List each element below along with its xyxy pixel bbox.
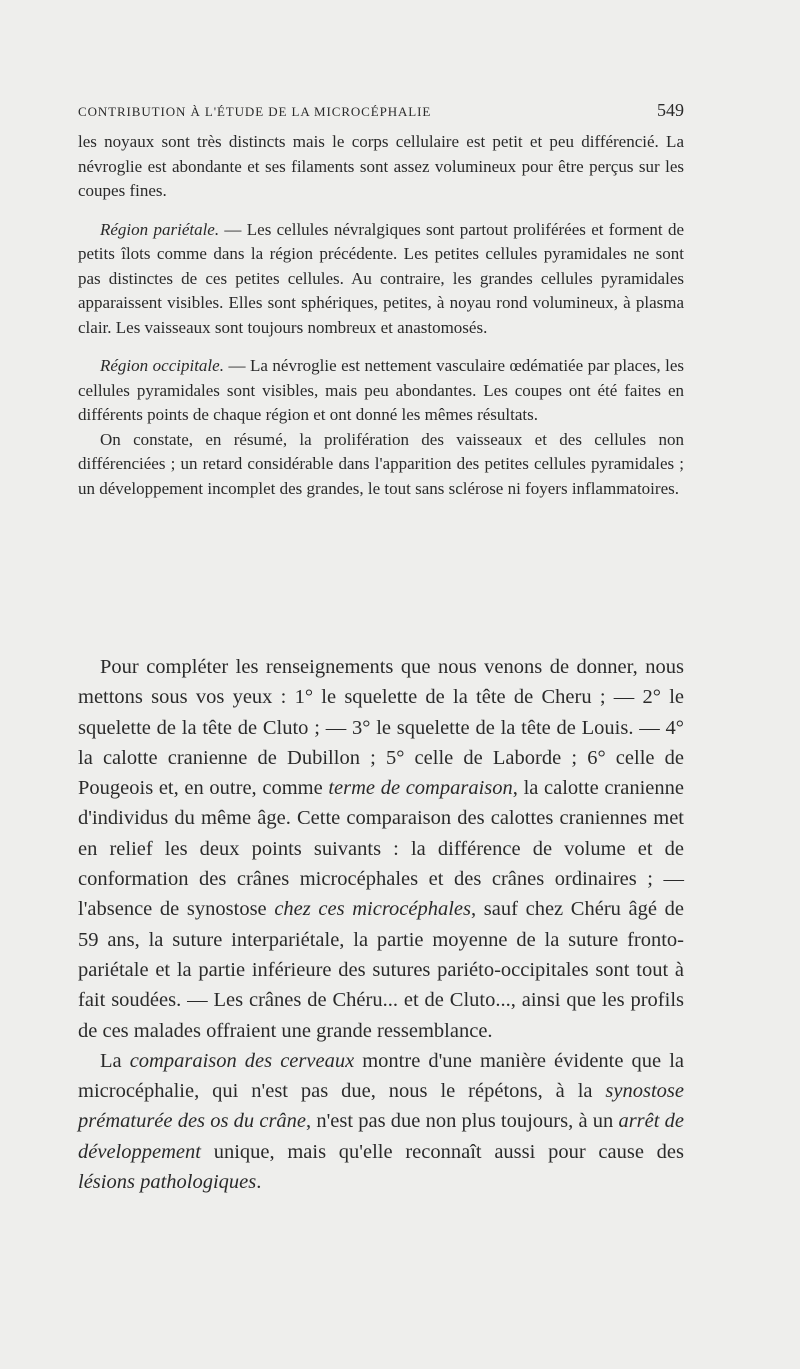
- paragraph-summary: On constate, en résumé, la prolifération des vaisseaux et des cellules non différenciées ; un retard considérable dans l'apparition des petites cellules pyramidales ; un développement incomplet des grandes, le tout sans sclérose ni foyers inflammatoires.: [78, 429, 684, 498]
- paragraph-parietal-region: Région pariétale. — Les cellules névralgiques sont partout proliférées et forment de petits îlots comme dans la région précédente. Les petites cellules pyramidales ne sont pas distinctes de ces petites cellules. Au contraire, les grandes cellules pyramidales apparaissent visibles. Elles sont sphériques, petites, à noyau rond volumineux, à plasma clair. Les vaisseaux sont toujours nombreux et anastomosés.: [78, 219, 684, 337]
- paragraph-brain-comparison: La comparaison des cerveaux montre d'une manière évidente que la microcéphalie, qui n'est pas due, nous le répétons, à la synostose prématurée des os du crâne, n'est pas due non plus toujours, à un arrêt de développement unique, mais qu'elle reconnaît aussi pour cause des lésions pathologiques.: [78, 1049, 685, 1194]
- section-heading-parietal: Région pariétale.: [100, 219, 220, 239]
- paragraph-skull-comparison: Pour compléter les renseignements que nous venons de donner, nous mettons sous vos yeux : 1° le squelette de la tête de Cheru ; — 2° le squelette de la tête de Cluto ; — 3° le squelette de la tête de Louis. — 4° la calotte cranienne de Dubillon ; 5° celle de Laborde ; 6° celle de Pougeois et, en outre, comme terme de comparaison, la calotte cranienne d'individus du même âge. Cette comparaison des calottes craniennes met en relief les deux points suivants : la différence de volume et de conformation des crânes microcéphales et des crânes ordinaires ; — l'absence de synostose chez ces microcéphales, sauf chez Chéru âgé de 59 ans, la suture interpariétale, la partie moyenne de la suture fronto-pariétale et la partie inférieure des sutures pariéto-occipitales sont tout à fait soudées. — Les crânes de Chéru... et de Cluto..., ainsi que les profils de ces malades offraient une grande ressemblance.: [78, 656, 685, 1042]
- paragraph-cell-description: les noyaux sont très distincts mais le corps cellulaire est petit et peu différencié. La névroglie est abondante et ses filaments sont assez volumineux pour être perçus sur les coupes fines.: [78, 132, 684, 200]
- running-title: CONTRIBUTION À L'ÉTUDE DE LA MICROCÉPHALIE: [78, 104, 432, 119]
- large-text-block: [78, 652, 684, 1197]
- paragraph-occipital-region: Région occipitale. — La névroglie est nettement vasculaire œdématiée par places, les cellules pyramidales sont visibles, mais peu abondantes. Les coupes ont été faites en différents points de chaque région et ont donné les mêmes résultats.: [78, 356, 684, 424]
- page-header: [78, 100, 684, 121]
- small-text-block: [78, 130, 684, 501]
- section-heading-occipital: Région occipitale.: [100, 356, 224, 375]
- page-number: 549: [657, 100, 684, 120]
